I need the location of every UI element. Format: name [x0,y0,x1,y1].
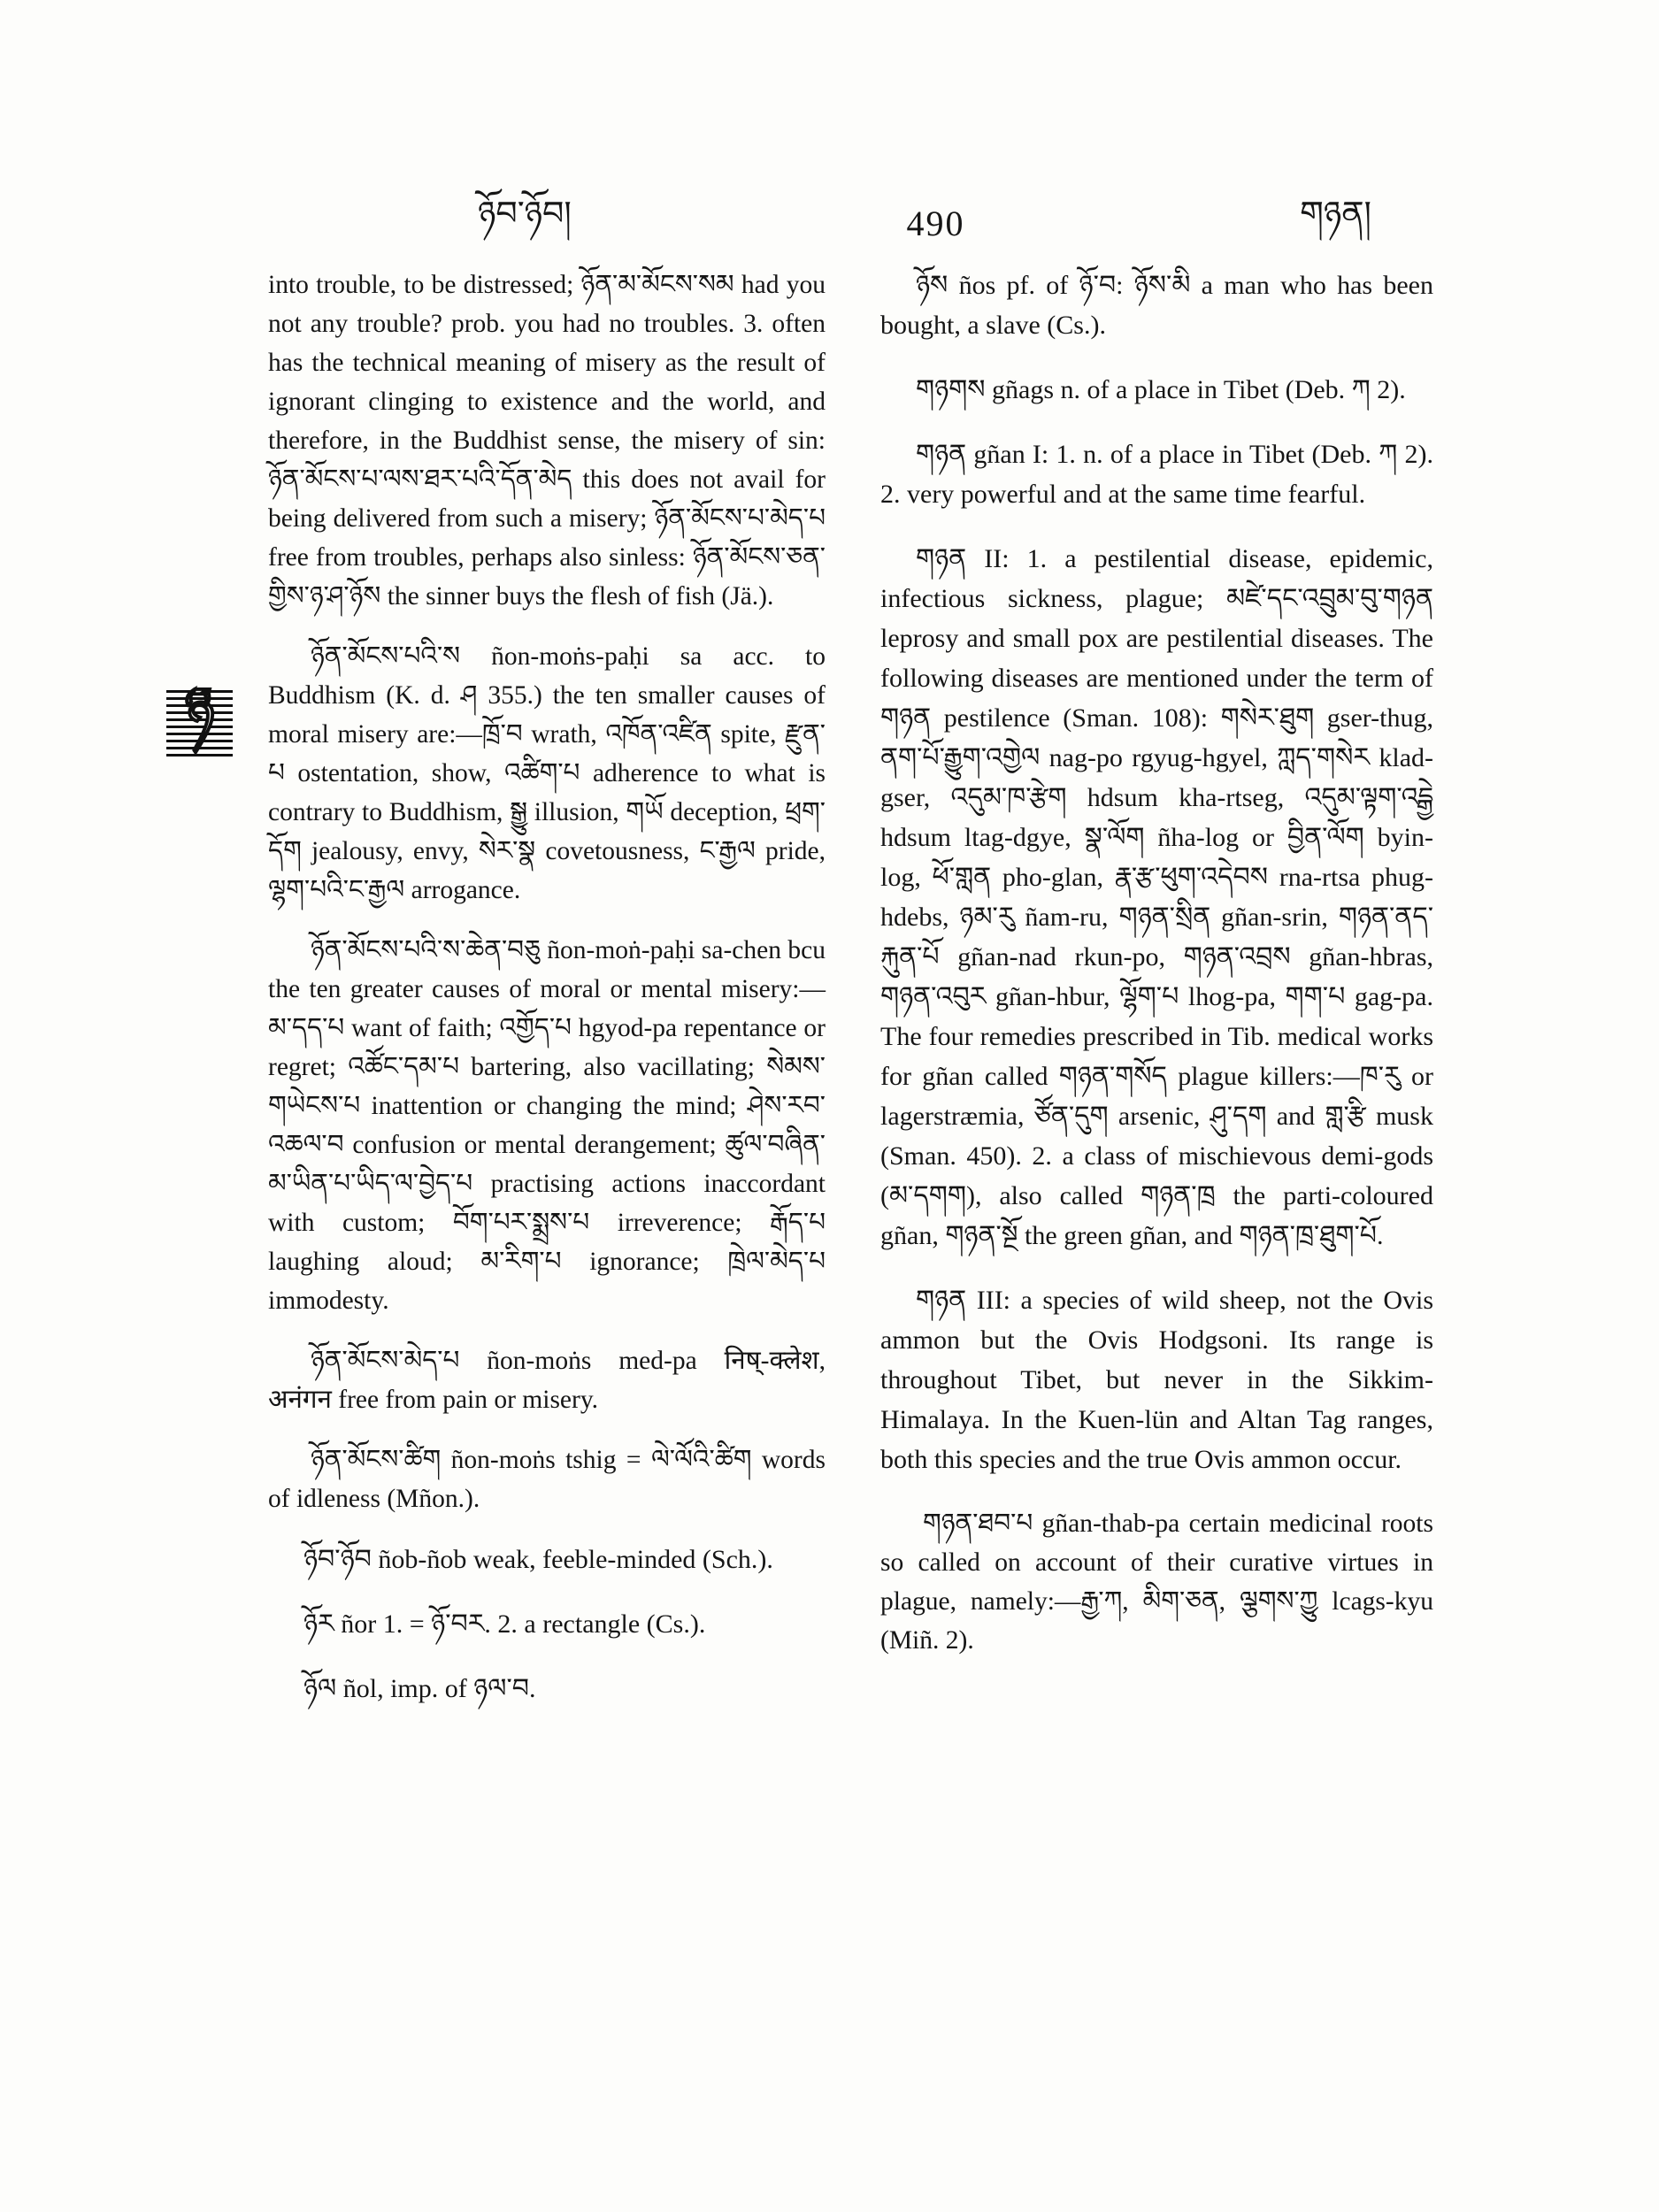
entry-non-mons-pahi-sa: ཉོན་མོངས་པའི་ས ñon-moṅs-paḥi sa acc. to Buddhism (K. d. ཤ 355.) the ten smaller causes of moral misery are:—ཁྲོ་བ wrath, འཁོན་འཛིན spite, རྫུན་པ ostentation, show, འཚིག་པ adherence to what is contrary to Buddhism, སྒྱུ illusion, གཡོ deception, ཕྲག་དོག jealousy, envy, སེར་སྣ covetousness, ང་རྒྱལ pride, ལྷག་པའི་ང་རྒྱལ arrogance. [268,642,826,904]
left-column [268,265,826,1733]
entry-nol: ཉོལ ñol, imp. of ཉལ་བ. [303,1674,536,1703]
entry-nob-nob: ཉོབ་ཉོབ ñob-ñob weak, feeble-minded (Sch.). [303,1545,773,1574]
header-left-guideword: ཉོབ་ཉོབ། [478,195,572,233]
right-column [880,265,1433,1681]
entry-gnan-2: གཉན II: 1. a pestilential disease, epidemic, infectious sickness, plague; མཛེ་དང་འབྲུམ་བུ་གཉན leprosy and small pox are pestilential diseases. The following diseases are mentioned under the term of གཉན pestilence (Sman. 108): གསེར་ཐུག gser-thug, ནག་པོ་རྒྱུག་འགྱེལ nag-po rgyug-hgyel, ཀླད་གསེར klad-gser, འདུམ་ཁ་རྩེག hdsum kha-rtseg, འདུམ་ལྟག་འདྒྱེ hdsum ltag-dgye, སྣ་ལོག ñha-log or བྱིན་ལོག byin-log, ཕོ་གླན pho-glan, རྣ་རྩ་ཕུག་འདེབས rna-rtsa phug-hdebs, ཉམ་རུ ñam-ru, གཉན་སྲིན gñan-srin, གཉན་ནད་རྐུན་པོ gñan-nad rkun-po, གཉན་འབྲས gñan-hbras, གཉན་འབུར gñan-hbur, ལྷོག་པ lhog-pa, གག་པ gag-pa. The four remedies prescribed in Tib. medical works for gñan called གཉན་གསོད plague killers:—ཁ་རུ or lagerstræmia, ཙོན་དུག arsenic, ཤུ་དག and གླ་རྩི musk (Sman. 450). 2. a class of mischievous demi-gods (མ་དགག), also called གཉན་ཁྲ the parti-coloured gñan, གཉན་སྔོ the green gñan, and གཉན་ཁྲ་ཐུག་པོ. [880,544,1433,1250]
thumb-index-tab: ཉ [166,690,233,757]
entry-non-mons-pahi-sa-chen-bcu: ཉོན་མོངས་པའི་ས་ཆེན་བཅུ ñon-moṅ-paḥi sa-chen bcu the ten greater causes of moral or mental misery:—མ་དད་པ want of faith; འགྱོད་པ hgyod-pa repentance or regret; འཚོང་དམ་པ bartering, also vacillating; སེམས་གཡེངས་པ inattention or changing the mind; ཤེས་རབ་འཆལ་བ confusion or mental derangement; ཚུལ་བཞིན་མ་ཡིན་པ་ཡིད་ལ་བྱེད་པ practising actions inaccordant with custom; བོག་པར་སྨྲས་པ irreverence; རྒོད་པ laughing aloud; མ་རིག་པ ignorance; ཁྲེལ་མེད་པ immodesty. [268,936,826,1315]
entry-gnags: གཉགས gñags n. of a place in Tibet (Deb. ཀ 2). [916,375,1406,404]
entry-non-mons-med-pa: ཉོན་མོངས་མེད་པ ñon-moṅs med-pa निष्-क्लेश, अनंगन free from pain or misery. [268,1347,826,1414]
entry-gnan-thab-pa: གཉན་ཐབ་པ gñan-thab-pa certain medicinal roots so called on account of their curative virtues in plague, namely:—རྒྱ་ཀ, མིག་ཅན, ལྕགས་ཀྱུ lcags-kyu (Miñ. 2). [880,1509,1433,1655]
entry-continuation: into trouble, to be distressed; ཉོན་མ་མོངས་སམ had you not any trouble? prob. you had no troubles. 3. often has the technical meaning of misery as the result of ignorant clinging to existence and the world, and therefore, in the Buddhist sense, the misery of sin: ཉོན་མོངས་པ་ལས་ཐར་པའི་དོན་མེད this does not avail for being delivered from such a misery; ཉོན་མོངས་པ་མེད་པ free from troubles, perhaps also sinless: ཉོན་མོངས་ཅན་གྱིས་ཉ་ཤ་ཉོས the sinner buys the flesh of fish (Jä.). [268,271,826,611]
page-number: 490 [906,203,965,243]
entry-nos: ཉོས ños pf. of ཉོ་བ: ཉོས་མི a man who has been bought, a slave (Cs.). [880,271,1433,340]
entry-gnan-1: གཉན gñan I: 1. n. of a place in Tibet (Deb. ཀ 2). 2. very powerful and at the same time fearful. [880,440,1433,509]
page-header [469,196,1407,250]
header-right-guideword: གཉན། [1300,195,1371,233]
entry-gnan-3: གཉན III: a species of wild sheep, not the Ovis ammon but the Ovis Hodgsoni. Its range is throughout Tibet, but never in the Sikkim-Himalaya. In the Kuen-lün and Altan Tag ranges, both this species and the true Ovis ammon occur. [880,1286,1433,1474]
entry-non-mons-tshig: ཉོན་མོངས་ཚིག ñon-moṅs tshig = ལེ་ལོའི་ཚིག words of idleness (Mñon.). [268,1446,826,1513]
entry-nor: ཉོར ñor 1. = ཉོ་བར. 2. a rectangle (Cs.). [303,1609,706,1639]
